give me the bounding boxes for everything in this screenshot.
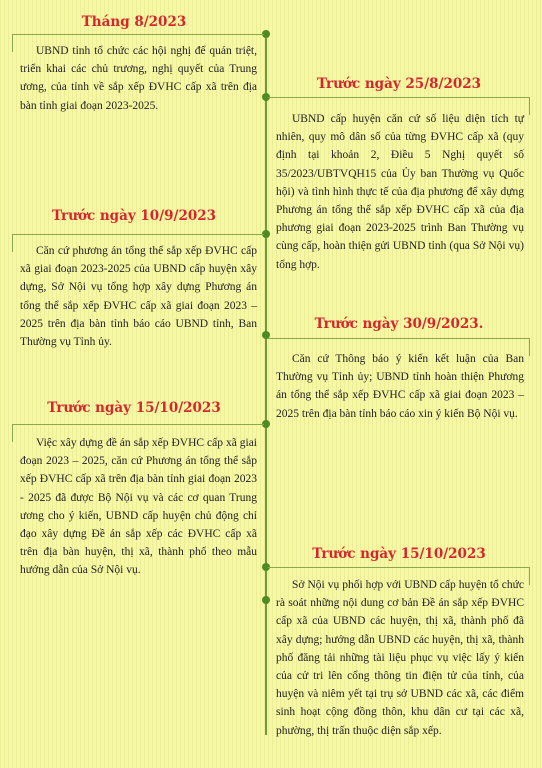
timeline-axis: [265, 32, 267, 735]
entry-date: Tháng 8/2023: [81, 14, 187, 30]
date-underline: [12, 424, 264, 425]
entry-text: UBND cấp huyện căn cứ số liệu diện tích tự nhiên, quy mô dân số của từng ĐVHC cấp xã (quy định tại khoản 2, Điều 5 Nghị quyết số 35/2023/UBTVQH15 của Ủy ban Thường vụ Quốc hội) và tình hình thực tế của địa phương để xây dựng Phương án tổng thể sắp xếp ĐVHC cấp xã của địa phương giai đoạn 2023-2025 trình Ban Thường vụ cùng cấp, hoàn thiện gửi UBND tỉnh (qua Sở Nội vụ) tổng hợp.: [276, 113, 524, 271]
entry-text: Căn cứ Thông báo ý kiến kết luận của Ban Thường vụ Tỉnh ủy; UBND tỉnh hoàn thiện Phương án tổng thể sắp xếp ĐVHC cấp xã giai đoạn 2023 – 2025 trên địa bàn tỉnh báo cáo xin ý kiến Bộ Nội vụ.: [276, 353, 524, 420]
entry-date: Trước ngày 30/9/2023.: [314, 316, 484, 332]
date-underline: [268, 567, 530, 568]
date-underline: [12, 34, 264, 35]
entry-date: Trước ngày 15/10/2023: [312, 546, 486, 562]
entry-text: Việc xây dựng đề án sắp xếp ĐVHC cấp xã giai đoạn 2023 – 2025, căn cứ Phương án tổng thể sắp xếp ĐVHC cấp xã trên địa bàn tỉnh giai đoạn 2023 - 2025 đã được Bộ Nội vụ và các cơ quan Trung ương cho ý kiến, UBND cấp huyện chủ động chỉ đạo xây dựng Đề án sắp xếp các ĐVHC cấp xã trên địa bàn huyện, thị xã, thành phố theo mẫu hướng dẫn của Sở Nội vụ.: [20, 437, 257, 577]
entry-text: Căn cứ phương án tổng thể sắp xếp ĐVHC cấp xã giai đoạn 2023-2025 của UBND cấp huyện xây dựng, Sở Nội vụ tổng hợp xây dựng Phương án tổng thể sắp xếp ĐVHC cấp xã giai đoạn 2023 – 2025 trên địa bàn tỉnh báo cáo UBND tỉnh, Ban Thường vụ Tỉnh ủy.: [20, 245, 257, 349]
entry-bracket: [12, 424, 13, 442]
timeline-dot: [262, 596, 270, 604]
date-underline: [12, 234, 264, 235]
entry-text: UBND tỉnh tổ chức các hội nghị để quán triệt, triển khai các chủ trương, nghị quyết của Trung ương, của tỉnh về sắp xếp ĐVHC cấp xã trên địa bàn tỉnh giai đoạn 2023-2025.: [20, 45, 257, 112]
date-underline: [268, 338, 530, 339]
entry-text: Sở Nội vụ phối hợp với UBND cấp huyện tổ chức rà soát những nội dung cơ bản Đề án sắp xếp ĐVHC cấp xã của UBND các huyện, thị xã, thành phố đã xây dựng; hướng dẫn UBND các huyện, thị xã, thành phố đăng tải những tài liệu phục vụ việc lấy ý kiến của cử tri lên cổng thông tin điện tử của tỉnh, của huyện và niêm yết tại trụ sở UBND các xã, các điểm sinh hoạt cộng đồng thôn, khu dân cư tại các xã, phường, thị trấn thuộc diện sắp xếp.: [276, 579, 524, 737]
date-underline: [268, 97, 530, 98]
entry-date: Trước ngày 25/8/2023: [316, 76, 482, 92]
entry-bracket: [12, 34, 13, 52]
entry-date: Trước ngày 10/9/2023: [51, 208, 217, 224]
entry-bracket: [12, 234, 13, 252]
entry-bracket: [529, 567, 530, 585]
entry-bracket: [529, 97, 530, 115]
entry-date: Trước ngày 15/10/2023: [47, 400, 221, 416]
entry-bracket: [529, 338, 530, 356]
